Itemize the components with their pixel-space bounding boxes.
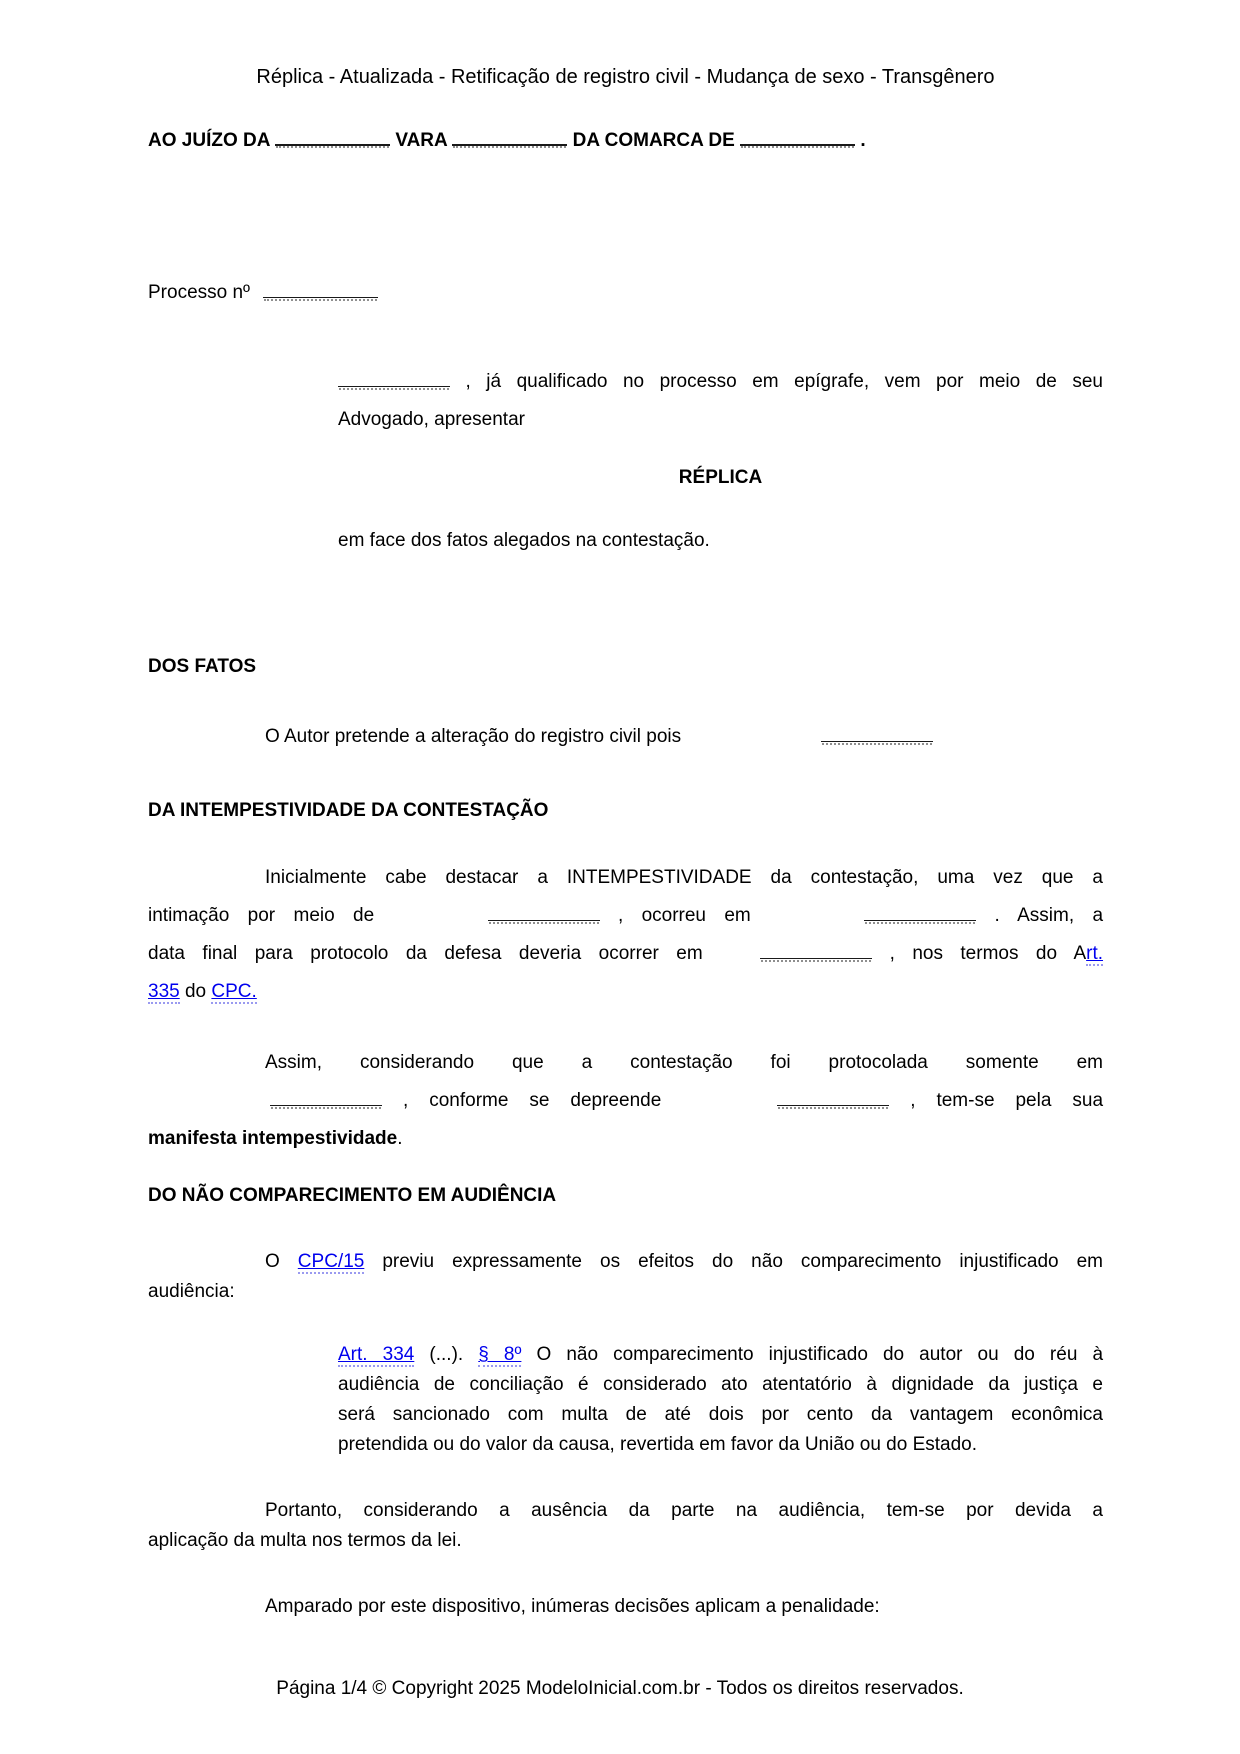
intempestividade-p1-l2a: intimação por meio de xyxy=(148,905,375,926)
link-paragrafo-8[interactable]: § 8º xyxy=(478,1344,522,1365)
intempestividade-p1-l1: Inicialmente cabe destacar a INTEMPESTIVIDADE da contestação, uma vez que a xyxy=(265,867,1103,888)
link-cpc15[interactable]: CPC/15 xyxy=(297,1251,365,1272)
blank-field-meio-intimacao[interactable] xyxy=(488,906,600,921)
intempestividade-p2-l2b: , tem-se pela sua xyxy=(910,1090,1104,1111)
fatos-text: O Autor pretende a alteração do registro civil pois xyxy=(265,726,682,747)
citation-l4: pretendida ou do valor da causa, revertida em favor da União ou do Estado. xyxy=(338,1434,978,1455)
addressing-period: . xyxy=(860,130,866,151)
blank-field-data-intimacao[interactable] xyxy=(864,906,976,921)
processo-number-line xyxy=(148,278,1103,308)
blank-field-comarca[interactable] xyxy=(740,131,855,146)
audiencia-paragraph-1 xyxy=(148,1247,1103,1307)
intempestividade-p1-l3b: , nos termos do A xyxy=(889,943,1087,964)
audiencia-p1-l1b: previu expressamente os efeitos do não comparecimento injustificado em xyxy=(382,1251,1104,1272)
section-heading-intempestividade: DA INTEMPESTIVIDADE DA CONTESTAÇÃO xyxy=(148,800,549,821)
blank-field-nome-autor[interactable] xyxy=(338,372,450,387)
link-art-335-part2[interactable]: 335 xyxy=(148,981,180,1002)
citation-l2: audiência de conciliação é considerado ato atentatório à dignidade da justiça e xyxy=(338,1374,1103,1395)
intempestividade-p1-l3a: data final para protocolo da defesa deveria ocorrer em xyxy=(148,943,703,964)
qualification-text-1: , já qualificado no processo em epígrafe, vem por meio de seu xyxy=(465,371,1103,392)
blank-field-motivo[interactable] xyxy=(821,727,933,742)
section-heading-dos-fatos: DOS FATOS xyxy=(148,656,257,677)
party-qualification-paragraph xyxy=(338,363,1103,439)
portanto-l2: aplicação da multa nos termos da lei. xyxy=(148,1530,462,1551)
replica-heading: RÉPLICA xyxy=(678,467,763,488)
blank-field-prova[interactable] xyxy=(777,1091,889,1106)
em-face-line: em face dos fatos alegados na contestação. xyxy=(338,530,710,551)
page-footer: Página 1/4 © Copyright 2025 ModeloInicial.com.br - Todos os direitos reservados. xyxy=(276,1678,964,1699)
intempestividade-p2-l2a: , conforme se depreende xyxy=(402,1090,662,1111)
addressing-text-juizo: AO JUÍZO DA xyxy=(148,130,270,151)
blank-field-vara-especialidade[interactable] xyxy=(452,131,567,146)
blank-field-data-final[interactable] xyxy=(760,944,872,959)
intempestividade-p2-period: . xyxy=(397,1128,403,1149)
addressing-line xyxy=(148,126,1103,156)
addressing-text-comarca: DA COMARCA DE xyxy=(572,130,735,151)
blank-field-data-protocolo[interactable] xyxy=(270,1091,382,1106)
addressing-text-vara: VARA xyxy=(395,130,448,151)
link-art-335-part1[interactable]: rt. xyxy=(1086,943,1104,964)
intempestividade-p1-l2c: . Assim, a xyxy=(994,905,1104,926)
portanto-l1: Portanto, considerando a ausência da parte na audiência, tem-se por devida a xyxy=(265,1500,1103,1521)
intempestividade-p1-l2b: , ocorreu em xyxy=(617,905,751,926)
blank-field-vara-numero[interactable] xyxy=(275,131,390,146)
intempestividade-destaque: manifesta intempestividade xyxy=(148,1128,398,1149)
portanto-paragraph xyxy=(148,1496,1103,1556)
processo-label: Processo nº xyxy=(148,282,250,303)
document-title: Réplica - Atualizada - Retificação de registro civil - Mudança de sexo - Transgênero xyxy=(256,66,995,88)
intempestividade-p2-l1: Assim, considerando que a contestação foi protocolada somente em xyxy=(265,1052,1103,1073)
link-art-334[interactable]: Art. 334 xyxy=(338,1344,415,1365)
blank-field-processo-numero[interactable] xyxy=(263,283,378,298)
citation-l3: será sancionado com multa de até dois por cento da vantagem econômica xyxy=(338,1404,1103,1425)
link-cpc[interactable]: CPC. xyxy=(211,981,257,1002)
audiencia-p1-l2: audiência: xyxy=(148,1281,235,1302)
citation-block-art-334 xyxy=(338,1340,1103,1460)
citation-l1b: O não comparecimento injustificado do autor ou do réu à xyxy=(536,1344,1104,1365)
fatos-paragraph xyxy=(148,718,1103,756)
audiencia-p1-l1a: O xyxy=(265,1251,280,1272)
citation-l1a: (...). xyxy=(429,1344,464,1365)
intempestividade-paragraph-1 xyxy=(148,859,1103,1011)
section-heading-nao-comparecimento: DO NÃO COMPARECIMENTO EM AUDIÊNCIA xyxy=(148,1185,557,1206)
qualification-text-2: Advogado, apresentar xyxy=(338,409,525,430)
intempestividade-paragraph-2 xyxy=(148,1044,1103,1158)
intempestividade-p1-l4a: do xyxy=(184,981,207,1002)
amparado-paragraph: Amparado por este dispositivo, inúmeras decisões aplicam a penalidade: xyxy=(265,1596,880,1617)
